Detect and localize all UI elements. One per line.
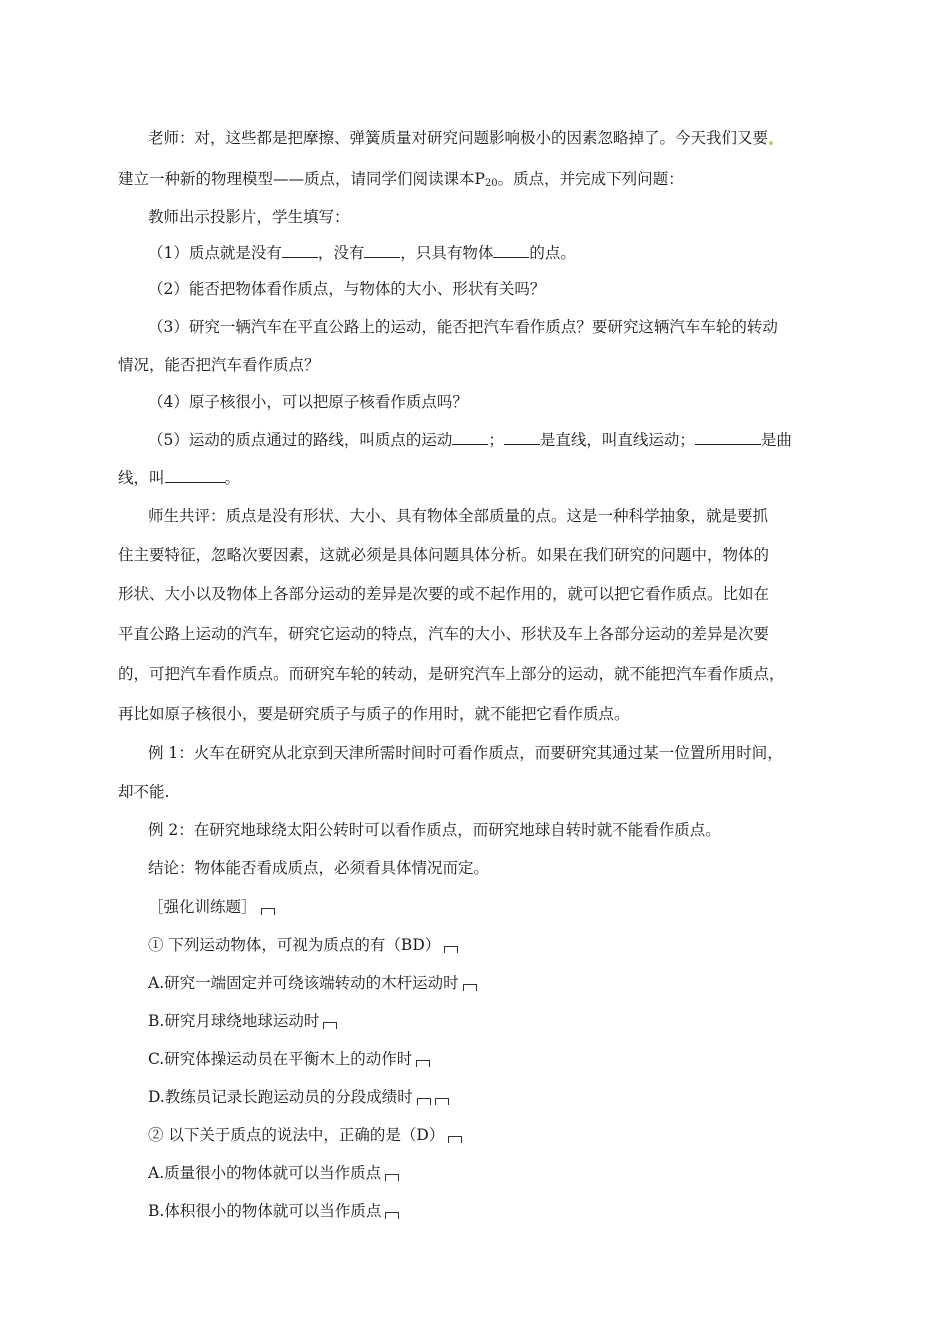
question-2: （2）能否把物体看作质点，与物体的大小、形状有关吗？ (148, 280, 546, 298)
drill-1-option-a: A.研究一端固定并可绕该端转动的木杆运动时 (148, 973, 477, 993)
paragraph-teacher-line2: 建立一种新的物理模型——质点，请同学们阅读课本$P_{20}$。质点，并完成下列问题： (118, 170, 684, 189)
question-3-line1: （3）研究一辆汽车在平直公路上的运动，能否把汽车看作质点？要研究这辆汽车车轮的转动 (148, 318, 778, 336)
blank (695, 430, 761, 445)
paragraph-mark-icon (463, 984, 477, 991)
paragraph-mark-icon (261, 908, 275, 915)
review-line-3: 形状、大小以及物体上各部分运动的差异是次要的或不起作用的，就可以把它看作质点。比如在 (118, 585, 770, 603)
intro-line: 教师出示投影片，学生填写： (148, 208, 350, 226)
review-line-6: 再比如原子核很小，要是研究质子与质子的作用时，就不能把它看作质点。 (118, 705, 630, 723)
example-2: 例 2：在研究地球绕太阳公转时可以看作质点，而研究地球自转时就不能看作质点。 (148, 821, 721, 839)
drill-1-option-c: C.研究体操运动员在平衡木上的动作时 (148, 1049, 430, 1069)
blank (165, 468, 225, 483)
example-1-line1: 例 1：火车在研究从北京到天津所需时间时可看作质点，而要研究其通过某一位置所用时间， (148, 744, 783, 762)
drill-title: ［强化训练题］ (148, 897, 275, 917)
review-line-4: 平直公路上运动的汽车，研究它运动的特点，汽车的大小、形状及车上各部分运动的差异是次要 (118, 625, 770, 643)
paragraph-teacher-line1: 老师：对，这些都是把摩擦、弹簧质量对研究问题影响极小的因素忽略掉了。今天我们又要 (148, 128, 774, 148)
blank (364, 243, 400, 258)
question-5-line2: 线，叫 。 (118, 469, 241, 487)
drill-1-option-b: B.研究月球绕地球运动时 (148, 1011, 337, 1031)
paragraph-mark-icon (448, 1136, 462, 1143)
blank (282, 243, 318, 258)
example-1-line2: 却不能. (118, 783, 170, 801)
review-line-2: 住主要特征，忽略次要因素，这就必须是具体问题具体分析。如果在我们研究的问题中，物体的 (118, 546, 770, 564)
drill-2-stem: ② 以下关于质点的说法中，正确的是（D） (148, 1125, 462, 1145)
mark-dot (769, 141, 773, 145)
review-line-5: 的，可把汽车看作质点。而研究车轮的转动，是研究汽车上部分的运动，就不能把汽车看作质点， (118, 665, 785, 683)
paragraph-mark-icon (444, 946, 458, 953)
drill-2-option-b: B.体积很小的物体就可以当作质点 (148, 1201, 399, 1221)
question-1: （1）质点就是没有 ，没有 ，只具有物体 的点。 (148, 244, 576, 262)
drill-2-option-a: A.质量很小的物体就可以当作质点 (148, 1163, 399, 1183)
paragraph-mark-icon (385, 1174, 399, 1181)
review-line-1: 师生共评：质点是没有形状、大小、具有物体全部质量的点。这是一种科学抽象，就是要抓 (148, 507, 769, 525)
question-4: （4）原子核很小，可以把原子核看作质点吗？ (148, 393, 468, 411)
paragraph-mark-icon (416, 1060, 430, 1067)
paragraph-mark-icon (435, 1098, 449, 1105)
paragraph-mark-icon (417, 1098, 431, 1105)
paragraph-mark-icon (323, 1022, 337, 1029)
paragraph-mark-icon (385, 1212, 399, 1219)
drill-1-stem: ① 下列运动物体，可视为质点的有（BD） (148, 935, 458, 955)
conclusion: 结论：物体能否看成质点，必须看具体情况而定。 (148, 859, 490, 877)
question-5-line1: （5）运动的质点通过的路线，叫质点的运动 ； 是直线，叫直线运动； 是曲 (148, 431, 792, 449)
question-3-line2: 情况，能否把汽车看作质点？ (118, 356, 320, 374)
blank (504, 430, 540, 445)
blank (452, 430, 488, 445)
blank (493, 243, 529, 258)
drill-1-option-d: D.教练员记录长跑运动员的分段成绩时 (148, 1087, 449, 1107)
